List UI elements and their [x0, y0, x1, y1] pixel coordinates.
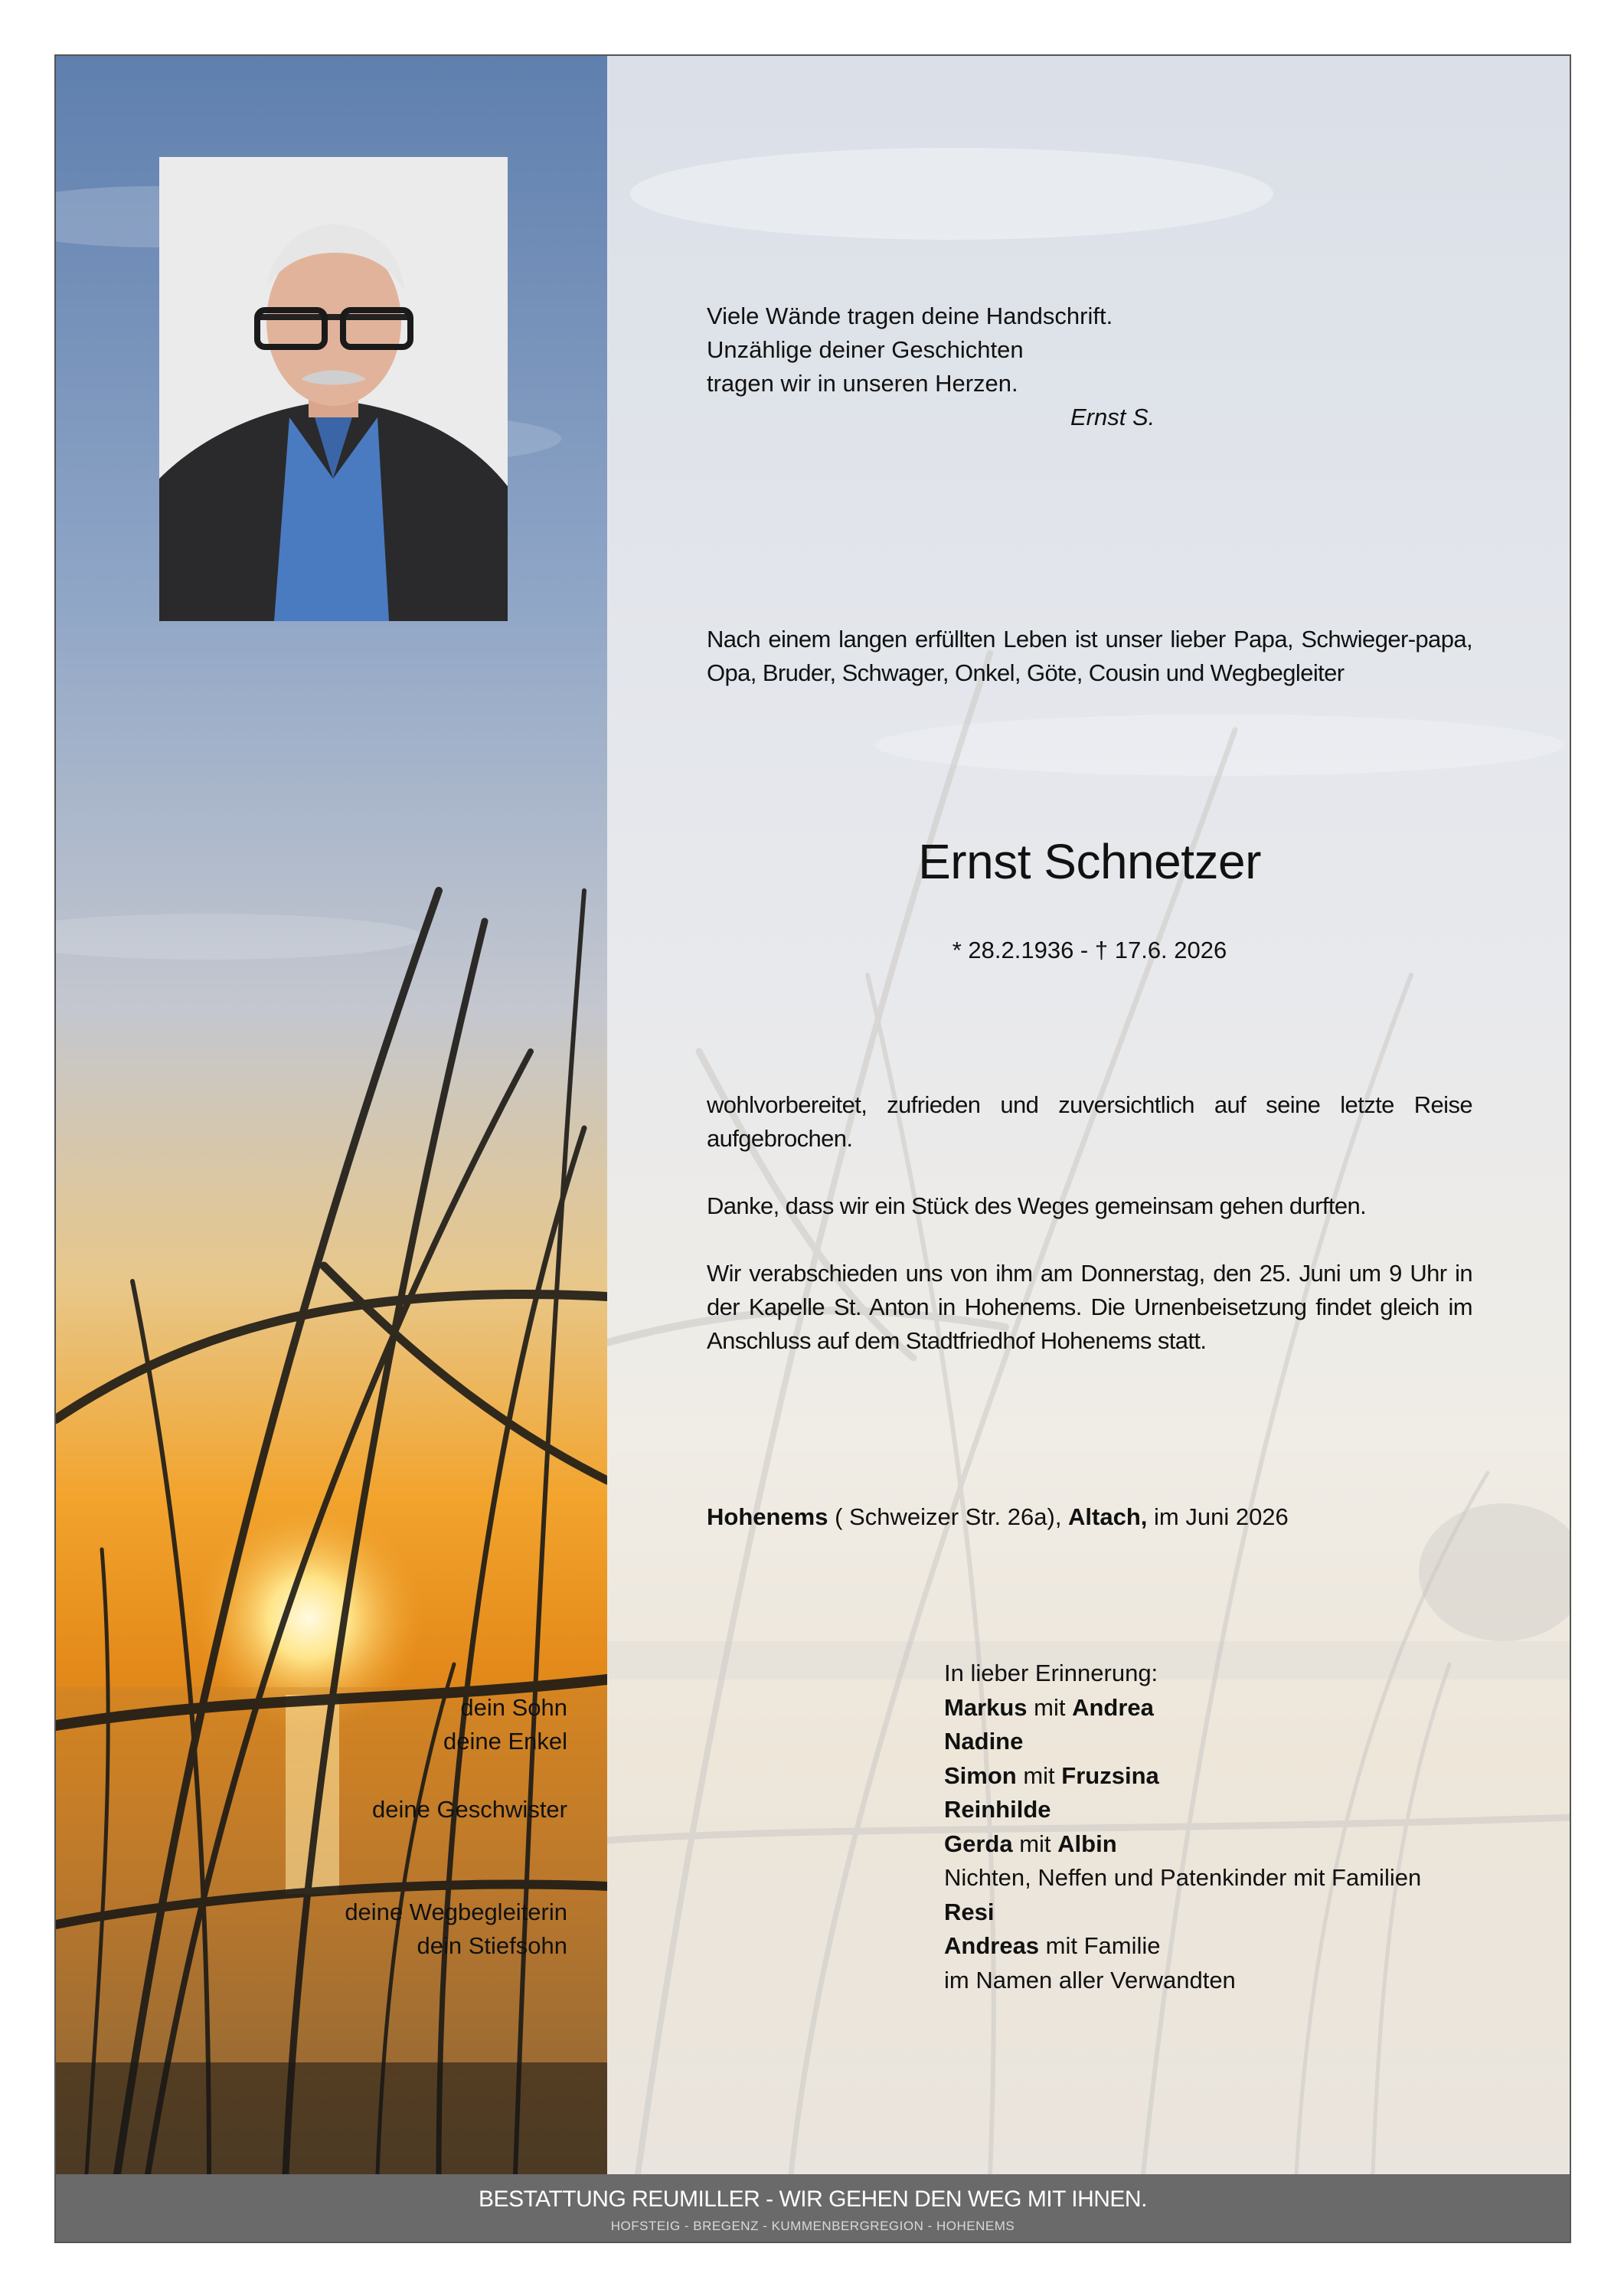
family-row — [56, 1827, 1571, 1862]
place-and-date — [707, 1503, 1289, 1531]
deceased-name: Ernst Schnetzer — [918, 834, 1261, 889]
family-row — [56, 1861, 1571, 1895]
family-member — [944, 1725, 1023, 1759]
family-join: mit — [1027, 1693, 1073, 1721]
family-relation: deine Wegbegleiterin — [345, 1898, 567, 1925]
family-heading-row — [56, 1657, 1571, 1691]
family-member — [944, 1691, 1154, 1725]
family-member — [944, 1964, 1236, 1998]
family-relation: dein Stiefsohn — [417, 1932, 567, 1959]
family-member-name: Reinhilde — [944, 1796, 1051, 1823]
family-row — [56, 1759, 1571, 1794]
obituary-page — [54, 54, 1571, 2243]
body-paragraph-1: wohlvorbereitet, zufrieden und zuversichtlich auf seine letzte Reise aufgebrochen. — [707, 1091, 1472, 1152]
announcement-body — [707, 1088, 1472, 1392]
family-relation: dein Sohn — [460, 1693, 567, 1721]
place-date: im Juni 2026 — [1147, 1503, 1289, 1530]
place-city-2: Altach, — [1068, 1503, 1148, 1530]
memorial-quote — [707, 299, 1155, 434]
family-rows — [56, 1691, 1571, 1998]
body-paragraph-2: Danke, dass wir ein Stück des Weges gemeinsam gehen durften. — [707, 1192, 1367, 1219]
life-dates: * 28.2.1936 - † 17.6. 2026 — [952, 937, 1227, 963]
family-row — [56, 1895, 1571, 1930]
family-member-name: Nadine — [944, 1728, 1024, 1755]
family-note: Nichten, Neffen und Patenkinder mit Familien — [944, 1864, 1422, 1891]
family-member — [944, 1759, 1159, 1794]
family-partner-name: Albin — [1057, 1830, 1117, 1857]
family-relation: deine Enkel — [443, 1728, 567, 1755]
quote-line-3: tragen wir in unseren Herzen. — [707, 370, 1018, 397]
family-member-name: Gerda — [944, 1830, 1013, 1857]
family-join: mit — [1012, 1830, 1058, 1857]
family-row — [56, 1793, 1571, 1827]
family-note: im Namen aller Verwandten — [944, 1966, 1236, 1993]
family-partner-name: Fruzsina — [1061, 1761, 1159, 1789]
footer-slogan: BESTATTUNG REUMILLER - WIR GEHEN DEN WEG MIT IHNEN. — [479, 2186, 1147, 2212]
family-join: mit — [1016, 1761, 1062, 1789]
family-member — [944, 1827, 1117, 1862]
family-list — [56, 1657, 1571, 1997]
place-city-1: Hohenems — [707, 1503, 828, 1530]
family-row — [56, 1929, 1571, 1964]
funeral-home-footer — [56, 2174, 1570, 2242]
body-paragraph-3: Wir verabschieden uns von ihm am Donnerstag, den 25. Juni um 9 Uhr in der Kapelle St. Anton in Hohenems. Die Urnenbeisetzung findet gleich im Anschluss auf dem Stadtfriedhof Hohenems statt. — [707, 1260, 1472, 1354]
family-member-name: Simon — [944, 1761, 1017, 1789]
footer-regions: HOFSTEIG - BREGENZ - KUMMENBERGREGION - HOHENEMS — [610, 2219, 1015, 2233]
family-relation: deine Geschwister — [371, 1796, 567, 1823]
family-row — [56, 1691, 1571, 1725]
place-address: ( Schweizer Str. 26a), — [828, 1503, 1069, 1530]
quote-line-2: Unzählige deiner Geschichten — [707, 336, 1024, 363]
intro-text: Nach einem langen erfüllten Leben ist unser lieber Papa, Schwieger-papa, Opa, Bruder, Schwager, Onkel, Göte, Cousin und Wegbegleiter — [707, 626, 1472, 686]
family-row — [56, 1725, 1571, 1759]
family-note: mit Familie — [1039, 1932, 1161, 1959]
quote-author: Ernst S. — [1070, 404, 1155, 430]
family-member — [944, 1861, 1421, 1895]
family-member-name: Andreas — [944, 1932, 1040, 1959]
portrait-photo — [159, 157, 508, 621]
family-member — [944, 1895, 994, 1930]
family-heading: In lieber Erinnerung: — [944, 1660, 1158, 1686]
family-partner-name: Andrea — [1072, 1693, 1154, 1721]
quote-line-1: Viele Wände tragen deine Handschrift. — [707, 303, 1113, 329]
family-member — [944, 1929, 1161, 1964]
family-member — [944, 1793, 1051, 1827]
family-member-name: Resi — [944, 1898, 995, 1925]
family-member-name: Markus — [944, 1693, 1028, 1721]
family-row — [56, 1964, 1571, 1998]
